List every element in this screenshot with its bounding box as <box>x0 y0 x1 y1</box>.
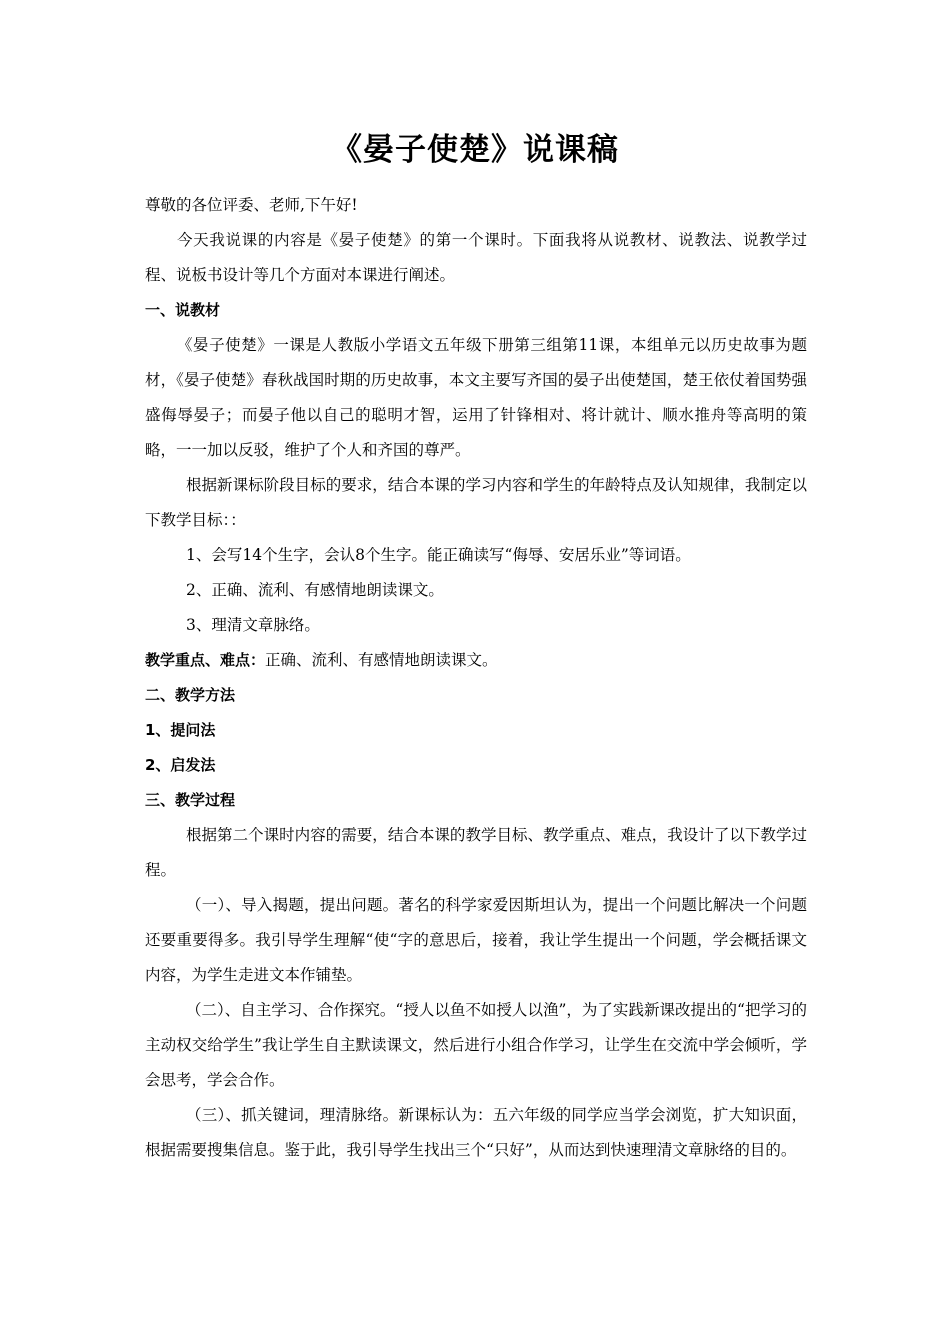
method-item: 1、提问法 <box>145 721 216 739</box>
process-step: （一）、导入揭题，提出问题。著名的科学家爱因斯坦认为，提出一个问题比解决一个问题还要重要得多。我引导学生理解“使“字的意思后，接着，我让学生提出一个问题，学会概括课文内容，为学生走进文本作铺垫。 <box>145 896 807 984</box>
section-heading-textbook: 一、说教材 <box>145 301 221 319</box>
process-intro-paragraph: 根据第二个课时内容的需要，结合本课的教学目标、教学重点、难点，我设计了以下教学过程。 <box>145 826 807 879</box>
process-step: （三）、抓关键词，理清脉络。新课标认为：五六年级的同学应当学会浏览，扩大知识面，根据需要搜集信息。鉴于此，我引导学生找出三个“只好”，从而达到快速理清文章脉络的目的。 <box>145 1106 807 1159</box>
goal-item: 1、会写14个生字，会认8个生字。能正确读写“侮辱、安居乐业”等词语。 <box>186 546 691 564</box>
goal-item: 3、理清文章脉络。 <box>186 616 320 634</box>
key-points-text: 正确、流利、有感情地朗读课文。 <box>265 651 498 669</box>
process-step: （二）、自主学习、合作探究。“授人以鱼不如授人以渔”，为了实践新课改提出的“把学习的主动权交给学生”我让学生自主默读课文，然后进行小组合作学习，让学生在交流中学会倾听，学会思考，学会合作。 <box>145 1001 807 1089</box>
greeting: 尊敬的各位评委、老师,下午好! <box>145 196 358 214</box>
document-body <box>145 188 807 1168</box>
method-item: 2、启发法 <box>145 756 216 774</box>
goal-item: 2、正确、流利、有感情地朗读课文。 <box>186 581 444 599</box>
key-points-line <box>145 643 807 678</box>
goals-intro-paragraph: 根据新课标阶段目标的要求，结合本课的学习内容和学生的年龄特点及认知规律，我制定以下教学目标：： <box>145 476 807 529</box>
textbook-paragraph: 《晏子使楚》一课是人教版小学语文五年级下册第三组第11课，本组单元以历史故事为题材，《晏子使楚》春秋战国时期的历史故事，本文主要写齐国的晏子出使楚国，楚王依仗着国势强盛侮辱晏子；而晏子他以自己的聪明才智，运用了针锋相对、将计就计、顺水推舟等高明的策略，一一加以反驳，维护了个人和齐国的尊严。 <box>145 336 807 459</box>
section-heading-methods: 二、教学方法 <box>145 686 236 704</box>
section-heading-process: 三、教学过程 <box>145 791 236 809</box>
key-points-label: 教学重点、难点： <box>145 651 266 669</box>
document-title: 《晏子使楚》说课稿 <box>331 132 619 168</box>
intro-paragraph: 今天我说课的内容是《晏子使楚》的第一个课时。下面我将从说教材、说教法、说教学过程、说板书设计等几个方面对本课进行阐述。 <box>145 231 807 284</box>
